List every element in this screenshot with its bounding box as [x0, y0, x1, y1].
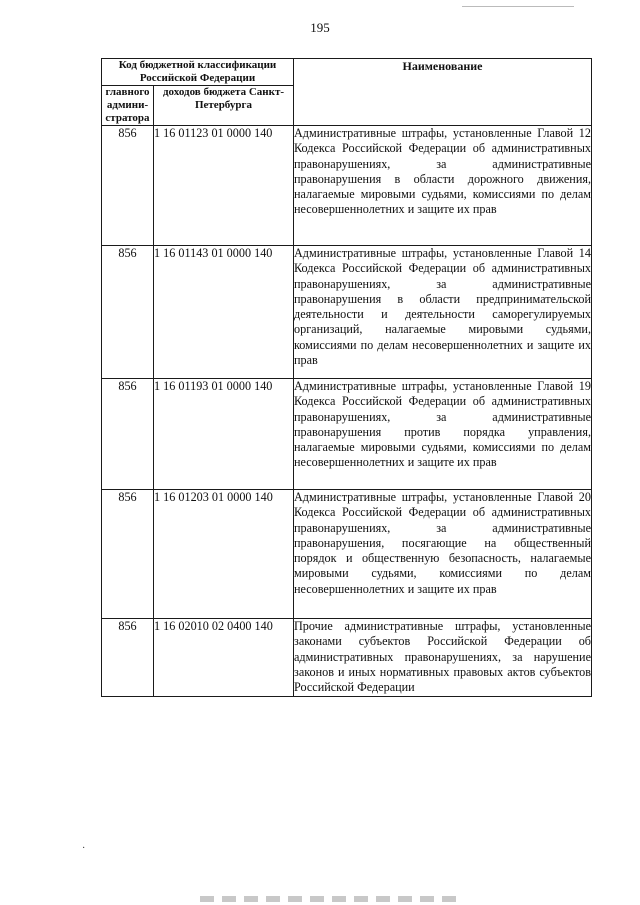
cell-administrator: 856 [102, 490, 154, 619]
header-name: Наименование [294, 59, 592, 126]
table-row [102, 490, 592, 619]
header-budget-income: доходов бюджета Санкт-Петербурга [154, 86, 294, 126]
header-budget-code-group: Код бюджетной классификации Российской Федерации [102, 59, 294, 86]
budget-classification-table [101, 58, 592, 697]
cell-name: Административные штрафы, установленные Главой 19 Кодекса Российской Федерации об административных правонарушениях, за административные правонарушения против порядка управления, налагаемые мировыми судьями, комиссиями по делам несовершеннолетних и защите их прав [294, 379, 592, 490]
cell-administrator: 856 [102, 126, 154, 246]
table-row [102, 619, 592, 697]
cell-name: Административные штрафы, установленные Главой 14 Кодекса Российской Федерации об административных правонарушениях, за административные правонарушения в области предпринимательской деятельности и деятельности саморегулируемых организаций, налагаемые мировыми судьями, комиссиями по делам несовершеннолетних и защите их прав [294, 246, 592, 379]
cell-name: Прочие административные штрафы, установленные законами субъектов Российской Федерации об административных правонарушениях, за нарушение законов и иных нормативных правовых актов субъектов Российской Федерации [294, 619, 592, 697]
scan-edge-line [462, 6, 574, 7]
cell-code: 1 16 02010 02 0400 140 [154, 619, 294, 697]
header-row-top [102, 59, 592, 86]
cell-name: Административные штрафы, установленные Главой 12 Кодекса Российской Федерации об административных правонарушениях, за административные правонарушения в области дорожного движения, налагаемые мировыми судьями, комиссиями по делам несовершеннолетних и защите их прав [294, 126, 592, 246]
table-header [102, 59, 592, 126]
cell-administrator: 856 [102, 379, 154, 490]
cell-code: 1 16 01203 01 0000 140 [154, 490, 294, 619]
table-row [102, 126, 592, 246]
table-row [102, 379, 592, 490]
header-main-administrator: главного админи-стратора [102, 86, 154, 126]
cell-administrator: 856 [102, 246, 154, 379]
cell-code: 1 16 01143 01 0000 140 [154, 246, 294, 379]
table-body [102, 126, 592, 697]
page-number: 195 [310, 20, 330, 35]
cell-code: 1 16 01123 01 0000 140 [154, 126, 294, 246]
scan-artifact-mark: · [82, 843, 86, 854]
cell-administrator: 856 [102, 619, 154, 697]
cell-name: Административные штрафы, установленные Главой 20 Кодекса Российской Федерации об административных правонарушениях, за административные правонарушения, посягающие на общественный порядок и общественную безопасность, налагаемые мировыми судьями, комиссиями по делам несовершеннолетних и защите их прав [294, 490, 592, 619]
table-row [102, 246, 592, 379]
scan-bottom-strip [200, 896, 460, 902]
cell-code: 1 16 01193 01 0000 140 [154, 379, 294, 490]
